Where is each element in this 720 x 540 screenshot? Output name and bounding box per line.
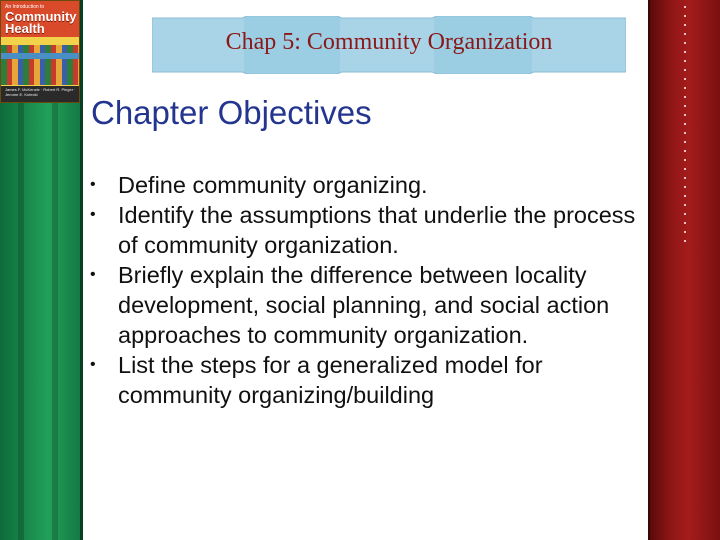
book-cover-title-line2: Health: [5, 21, 45, 36]
book-cover-small-text: An Introduction to: [5, 4, 45, 10]
bullet-marker: •: [90, 176, 96, 193]
list-item-text: List the steps for a generalized model for community organizing/building: [118, 352, 543, 408]
book-cover-title: [5, 11, 77, 35]
book-cover-authors: James F. McKenzie · Robert R. Pinger · Jerome E. Kotecki: [5, 87, 76, 97]
list-item: [88, 200, 648, 260]
right-decorative-bar: [648, 0, 720, 540]
list-item-text: Define community organizing.: [118, 172, 428, 198]
page-title: Chap 5: Community Organization: [225, 29, 553, 55]
section-heading: Chapter Objectives: [91, 94, 372, 131]
right-bar-dotted-line: [684, 6, 686, 246]
list-item-text: Briefly explain the difference between locality development, social planning, and social action approaches to community organization.: [118, 262, 610, 348]
list-item: [88, 260, 648, 350]
title-banner: [152, 16, 626, 74]
book-cover-city-illustration: [1, 45, 80, 85]
objectives-list: [88, 170, 648, 410]
list-item-text: Identify the assumptions that underlie the process of community organization.: [118, 202, 636, 258]
bullet-marker: •: [90, 206, 96, 223]
list-item: [88, 170, 648, 200]
book-cover-title-line1: Community: [5, 9, 77, 24]
list-item: [88, 350, 648, 410]
book-cover-image: [0, 0, 80, 103]
bullet-marker: •: [90, 266, 96, 283]
bullet-marker: •: [90, 356, 96, 373]
